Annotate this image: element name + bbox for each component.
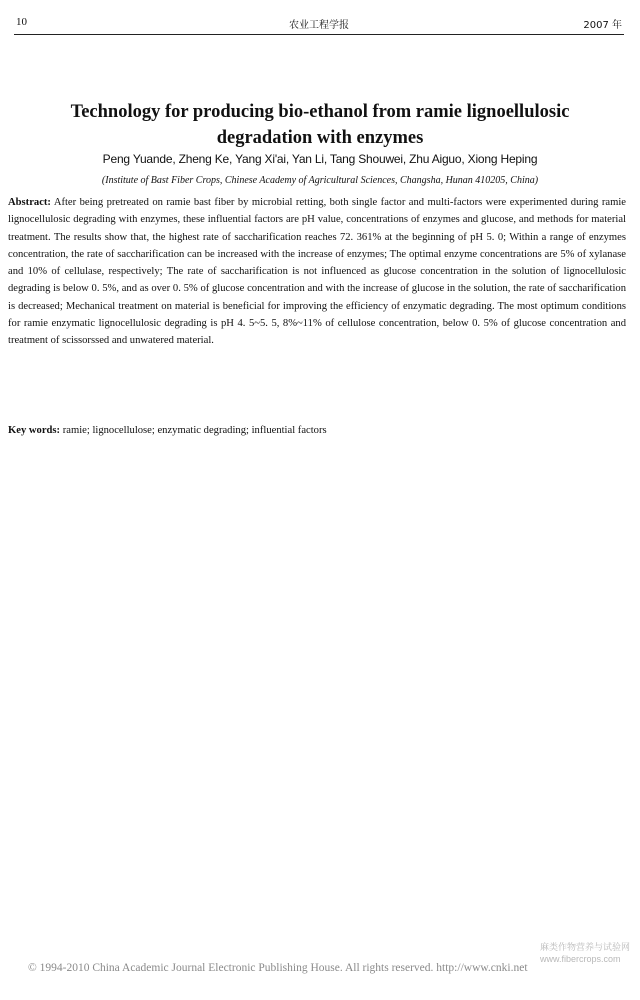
affiliation: (Institute of Bast Fiber Crops, Chinese Academy of Agricultural Sciences, Changsha, Hunan 410205, China) bbox=[101, 175, 539, 186]
paper-title bbox=[40, 99, 600, 151]
title-line-1: Technology for producing bio-ethanol from ramie lignoellulosic bbox=[70, 102, 570, 122]
header-rule bbox=[14, 34, 624, 35]
journal-name: 农业工程学报 bbox=[289, 20, 349, 31]
keywords bbox=[8, 422, 626, 439]
abstract-text: After being pretreated on ramie bast fiber by microbial retting, both single factor and multi-factors were experimented during ramie lignocellulosic degrading with enzymes, these influential factors are pH value, concentrations of enzymes and glucose, and methods for material treatment. The results show that, the highest rate of saccharification reaches 72. 361% at the beginning of pH 5. 0; Within a range of enzymes concentration, the rate of saccharification can be increased with the increase of enzymes; The optimal enzyme concentrations are 5% of xylanase and 10% of cellulase, respectively; The rate of saccharification is not influenced as glucose concentration in the solution of lignocellulosic degrading is below 0. 5%, and as over 0. 5% of glucose concentration and with the increase of glucose in the solution, the rate of saccharification is decreased; Mechanical treatment on material is beneficial for improving the efficiency of enzymatic degrading. The most optimum conditions for ramie enzymatic lignocellulosic degrading is pH 4. 5~5. 5, 8%~11% of cellulose concentration, below 0. 5% of glucose concentration and treatment of scissorssed and unwatered material. bbox=[8, 197, 626, 347]
site-watermark bbox=[540, 941, 630, 965]
abstract bbox=[8, 194, 626, 350]
keywords-text: ramie; lignocellulose; enzymatic degrading; influential factors bbox=[62, 425, 327, 436]
title-line-2: degradation with enzymes bbox=[216, 128, 424, 148]
watermark-line-2: www.fibercrops.com bbox=[539, 954, 621, 964]
publication-year: 2007 年 bbox=[583, 20, 622, 31]
author-list: Peng Yuande, Zheng Ke, Yang Xi'ai, Yan Li, Tang Shouwei, Zhu Aiguo, Xiong Heping bbox=[102, 152, 538, 166]
abstract-label: Abstract: bbox=[8, 197, 51, 208]
copyright-footer: © 1994-2010 China Academic Journal Electronic Publishing House. All rights reserved. http://www.cnki.net bbox=[28, 962, 528, 974]
running-header bbox=[16, 14, 622, 34]
watermark-line-1: 麻类作物营养与试验网 bbox=[539, 942, 630, 952]
page-number: 10 bbox=[16, 16, 27, 28]
keywords-label: Key words: bbox=[8, 425, 61, 436]
